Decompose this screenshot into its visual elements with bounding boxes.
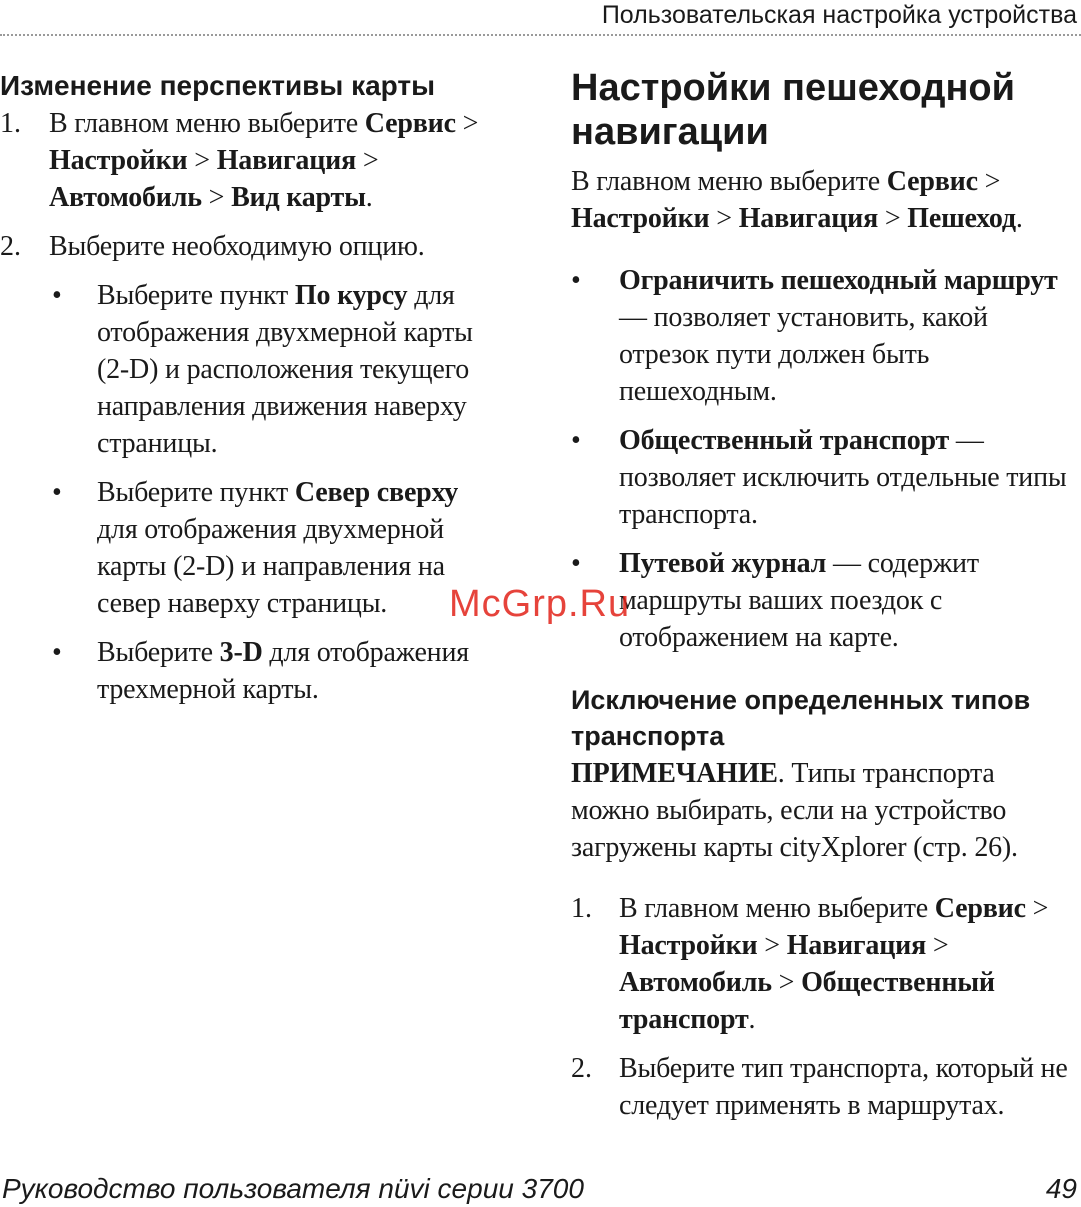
bullet-text: Общественный транспорт — позволяет исключить отдельные типы транспорта. — [619, 425, 1067, 530]
bullet-mark: • — [571, 548, 581, 579]
step-number: 1. — [0, 108, 21, 139]
running-header-title: Пользовательская настройка устройства — [601, 1, 1077, 29]
bullet-item-trip-log — [571, 545, 1081, 656]
bullet-text: Выберите пункт Север сверху для отображения двухмерной карты (2-D) и направления на север наверху страницы. — [97, 477, 459, 619]
header-divider — [0, 34, 1081, 36]
step-1 — [571, 890, 1081, 1038]
bullet-item-course-up — [0, 277, 500, 462]
bullet-text: Выберите пункт По курсу для отображения двухмерной карты (2-D) и расположения текущего направления движения наверху страницы. — [97, 280, 473, 459]
bullet-mark: • — [571, 425, 581, 456]
footer-page-number: 49 — [1045, 1173, 1077, 1204]
step-2 — [0, 228, 500, 265]
section-heading-pedestrian: Настройки пешеходной навигации — [571, 67, 1015, 153]
bullet-item-public-transport — [571, 422, 1081, 533]
step-2 — [571, 1050, 1081, 1124]
bullet-mark: • — [571, 265, 581, 296]
step-number: 2. — [571, 1053, 592, 1084]
bullet-mark: • — [52, 280, 62, 311]
step-number: 1. — [571, 893, 592, 924]
bullet-mark: • — [52, 477, 62, 508]
step-number: 2. — [0, 231, 21, 262]
step-1 — [0, 105, 500, 216]
step-text: Выберите тип транспорта, который не следует применять в маршрутах. — [619, 1053, 1068, 1121]
footer-manual-title: Руководство пользователя nüvi серии 3700 — [2, 1173, 584, 1204]
bullet-mark: • — [52, 637, 62, 668]
bullet-item-3d — [0, 634, 500, 708]
left-column — [0, 68, 500, 708]
bullet-text: Ограничить пешеходный маршрут — позволяет установить, какой отрезок пути должен быть пешеходным. — [619, 265, 1058, 407]
right-column — [571, 66, 1081, 1124]
bullet-text: Путевой журнал — содержит маршруты ваших поездок с отображением на карте. — [619, 548, 979, 653]
step-text: В главном меню выберите Сервис > Настройки > Навигация > Автомобиль > Общественный транспорт. — [619, 893, 1049, 1035]
bullet-item-limit-walking — [571, 262, 1081, 410]
bullet-item-north-up — [0, 474, 500, 622]
step-text: В главном меню выберите Сервис > Настройки > Навигация > Автомобиль > Вид карты. — [49, 108, 479, 213]
step-text: Выберите необходимую опцию. — [49, 231, 425, 262]
intro-text: В главном меню выберите Сервис > Настройки > Навигация > Пешеход. — [571, 166, 1023, 234]
bullet-text: Выберите 3-D для отображения трехмерной карты. — [97, 637, 469, 705]
subheading-exclude-transport: Исключение определенных типов транспорта — [571, 685, 1031, 751]
watermark-text: McGrp.Ru — [449, 583, 631, 625]
section-heading-map-perspective: Изменение перспективы карты — [0, 70, 436, 101]
note-text: ПРИМЕЧАНИЕ. Типы транспорта можно выбирать, если на устройство загружены карты cityXplorer (стр. 26). — [571, 758, 1018, 863]
